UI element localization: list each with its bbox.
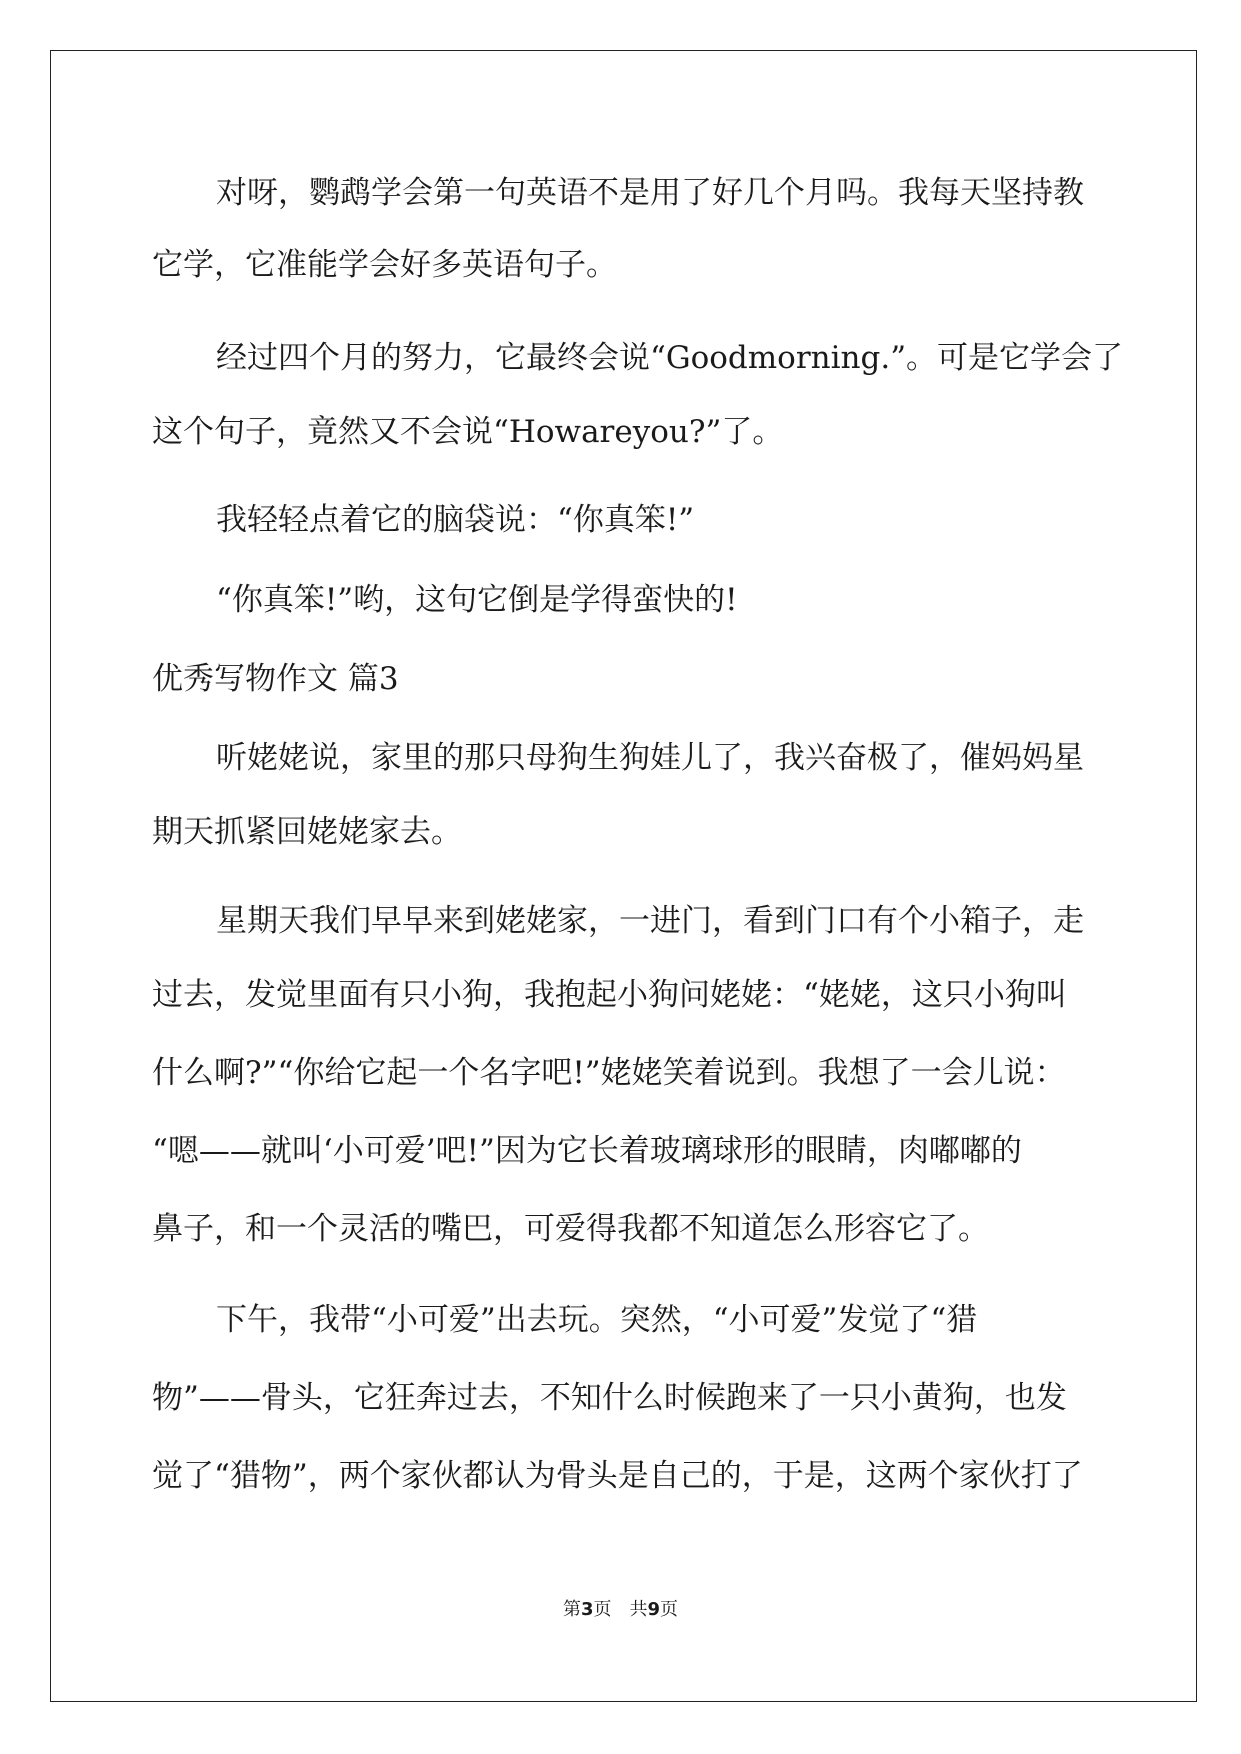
total-page-count: 9 bbox=[647, 1599, 661, 1620]
footer-middle: 页 共 bbox=[593, 1599, 648, 1620]
paragraph-line: 我轻轻点着它的脑袋说：“你真笨!” bbox=[216, 502, 695, 538]
paragraph-line: 经过四个月的努力，它最终会说“Goodmorning.”。可是它学会了 bbox=[216, 340, 1124, 376]
paragraph-line: 下午，我带“小可爱”出去玩。突然，“小可爱”发觉了“猎 bbox=[216, 1302, 978, 1338]
page-footer bbox=[0, 1598, 1241, 1622]
paragraph-line: 这个句子，竟然又不会说“Howareyou?”了。 bbox=[152, 414, 784, 450]
section-heading: 优秀写物作文 篇3 bbox=[152, 661, 399, 697]
paragraph-line: 鼻子，和一个灵活的嘴巴，可爱得我都不知道怎么形容它了。 bbox=[152, 1211, 989, 1247]
paragraph-line: 对呀，鹦鹉学会第一句英语不是用了好几个月吗。我每天坚持教 bbox=[216, 175, 1084, 211]
paragraph-line: 它学，它准能学会好多英语句子。 bbox=[152, 247, 617, 283]
paragraph-line: 听姥姥说，家里的那只母狗生狗娃儿了，我兴奋极了，催妈妈星 bbox=[216, 740, 1084, 776]
paragraph-line: 什么啊?”“你给它起一个名字吧!”姥姥笑着说到。我想了一会儿说： bbox=[152, 1055, 1066, 1091]
paragraph-line: 星期天我们早早来到姥姥家，一进门，看到门口有个小箱子，走 bbox=[216, 903, 1084, 939]
paragraph-line: “嗯——就叫‘小可爱’吧!”因为它长着玻璃球形的眼睛，肉嘟嘟的 bbox=[152, 1133, 1022, 1169]
paragraph-line: 过去，发觉里面有只小狗，我抱起小狗问姥姥：“姥姥，这只小狗叫 bbox=[152, 977, 1067, 1013]
paragraph-line: 觉了“猎物”，两个家伙都认为骨头是自己的，于是，这两个家伙打了 bbox=[152, 1458, 1083, 1494]
footer-suffix: 页 bbox=[660, 1599, 679, 1620]
current-page-number: 3 bbox=[580, 1599, 594, 1620]
paragraph-line: 期天抓紧回姥姥家去。 bbox=[152, 814, 462, 850]
paragraph-line: “你真笨!”哟，这句它倒是学得蛮快的! bbox=[216, 582, 738, 618]
footer-prefix: 第 bbox=[562, 1599, 581, 1620]
page-border bbox=[50, 50, 1197, 1702]
paragraph-line: 物”——骨头，它狂奔过去，不知什么时候跑来了一只小黄狗，也发 bbox=[152, 1380, 1067, 1416]
